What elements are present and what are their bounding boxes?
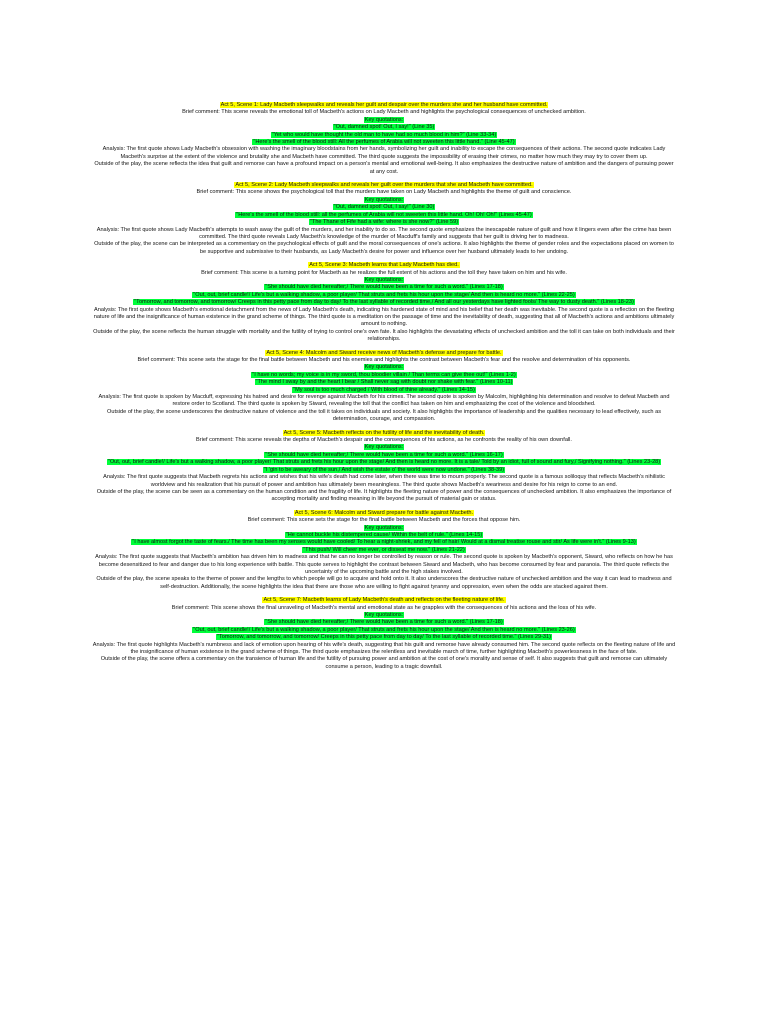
scene-4 [92,350,676,424]
brief-comment: Brief comment: This scene sets the stage for the final battle between Macbeth and his enemies and highlights the contrast between Macbeth's fear and the resolve and determination of his opponents. [137,357,631,363]
outside-play-paragraph: Outside of the play, the scene can be seen as a commentary on the human condition and the fragility of life. It highlights the fleeting nature of power and the consequences of unchecked ambition. It also emphasizes the importance of accepting mortality and finding meaning in life beyond the pursuit of material gain or status. [96,488,672,503]
quotation: "Tomorrow, and tomorrow, and tomorrow/ Creeps in this petty pace from day to day/ To the last syllable of recorded time." (Lines 29-31) [216,634,552,641]
analysis-paragraph: Analysis: The first quote shows Lady Macbeth's attempts to wash away the guilt of the murders, and her inability to do so. The second quote emphasizes the inescapable nature of guilt and how it lingers even after the crime has been committed. The third quote reveals Lady Macbeth's knowledge of the murder of Macduff's family and suggests that her guilt is driving her to madness. [96,226,672,240]
analysis-paragraph: Analysis: The first quote highlights Macbeth's numbness and lack of emotion upon hearing of his wife's death, suggesting that his guilt and remorse have already consumed him. The second quote reflects on the fleeting nature of life and the insignificance of human existence in the grand scheme of things. The third quote emphasizes the relentless and inevitable march of time, further highlighting Macbeth's powerlessness in the face of fate. [92,641,676,656]
quotation: "He cannot buckle his distempered cause/ Within the belt of rule." (Lines 14-15) [285,531,483,538]
analysis-paragraph: Analysis: The first quote suggests that Macbeth regrets his actions and wishes that his wife's death had come later, when there was time to mourn properly. The second quote is a famous soliloquy that reflects Macbeth's nihilistic worldview and his realization that his pursuit of power and ambition has ultimately been meaningless. The third quote shows Macbeth's weariness and desire for his reign to come to an end. [103,474,665,488]
brief-comment: Brief comment: This scene shows the psychological toll that the murders have taken on Lady Macbeth and highlights the theme of guilt and conscience. [196,189,572,196]
key-quotations-label: Key quotations: [364,612,404,618]
scene-2 [92,182,676,256]
outside-play-paragraph: Outside of the play, the scene underscores the destructive nature of violence and the toll it takes on individuals and society. It also highlights the importance of leadership and the qualities necessary to lead effectively, such as determination, courage, and compassion. [106,408,661,423]
quotation: "Yet who would have thought the old man to have had so much blood in him?" (Line 33-34) [271,131,497,138]
scene-3 [92,262,676,343]
key-quotations-label: Key quotations: [364,116,404,123]
scene-heading: Act 5, Scene 6: Malcolm and Siward prepare for battle against Macbeth. [294,509,474,516]
scene-5 [92,430,676,504]
key-quotations-label: Key quotations: [364,276,404,283]
quotation: "My soul is too much charged / With blood of thine already." (Lines 14-15) [293,386,475,393]
brief-comment: Brief comment: This scene sets the stage for the final battle between Macbeth and the forces that oppose him. [247,517,521,524]
key-quotations-label: Key quotations: [364,364,404,371]
scene-heading: Act 5, Scene 5: Macbeth reflects on the futility of life and the inevitability of death. [283,429,485,436]
brief-comment: Brief comment: This scene is a turning point for Macbeth as he realizes the full extent of his actions and the toll they have taken on him and his wife. [201,269,567,276]
quotation: "Out, out, brief candle!/ Life's but a walking shadow, a poor player/ That struts and frets his hour upon the stage/ And then is heard no more." (Lines 23-26) [193,626,575,633]
scene-6 [92,510,676,591]
quotation: "The mind I sway by and the heart I bear / Shall never sag with doubt nor shake with fear." (Lines 10-11) [255,379,513,386]
scene-heading: Act 5, Scene 7: Macbeth learns of Lady Macbeth's death and reflects on the fleeting nature of life. [263,597,505,604]
quotation: "Here's the smell of the blood still: all the perfumes of Arabia will not sweeten this little hand. Oh! Oh! Oh!" (Lines 45-47) [236,211,532,218]
quotation: "She should have died hereafter;/ There would have been a time for such a word." (Lines 16-17) [265,451,503,458]
scene-1 [92,102,676,176]
outside-play-paragraph: Outside of the play, the scene offers a commentary on the transience of human life and the futility of pursuing power and ambition at the cost of one's morality and sense of self. It also suggests that guilt and remorse can ultimately consume a person, leading to a tragic downfall. [100,656,668,670]
brief-comment: Brief comment: This scene shows the final unraveling of Macbeth's mental and emotional state as he grapples with the consequences of his actions and the loss of his wife. [171,604,597,611]
key-quotations-label: Key quotations: [364,524,404,531]
scene-heading: Act 5, Scene 1: Lady Macbeth sleepwalks and reveals her guilt and despair over the murders she and her husband have committed. [220,102,548,108]
quotation: "I 'gin to be aweary of the sun,/ And wish the estate o' the world were now undone." (Lines 38-39) [263,466,505,473]
outside-play-paragraph: Outside of the play, the scene can be interpreted as a commentary on the psychological effects of guilt and the moral consequences of one's actions. It also highlights the theme of gender roles and the expectations placed on women to be supportive and submissive to their husbands, as Lady Macbeth's desire for power and influence over her husband ultimately leads to her undoing. [94,241,674,255]
quotation: "This push/ Will cheer me ever, or disseat me now." (Lines 21-22) [303,546,465,553]
brief-comment: Brief comment: This scene reveals the depths of Macbeth's despair and the consequences of his actions, as he confronts the reality of his own downfall. [196,437,572,444]
outside-play-paragraph: Outside of the play, the scene speaks to the theme of power and the lengths to which people will go to acquire and hold onto it. It also underscores the destructive nature of unchecked ambition and the way it can lead to madness and self-destruction. Additionally, the scene highlights the idea that there are those who are willing to fight against tyranny and oppression, even when the odds are stacked against them. [96,576,672,590]
quotation: "I have no words; my voice is in my sword, thou bloodier villain / Than terms can give thee out!" (Lines 1-2) [252,371,516,378]
scene-heading: Act 5, Scene 4: Malcolm and Siward receive news of Macbeth's defense and prepare for battle. [266,349,502,356]
quotation: "The Thane of Fife had a wife: where is she now?" (Line 59) [309,219,459,226]
quotation: "Tomorrow, and tomorrow, and tomorrow/ Creeps in this petty pace from day to day/ To the last syllable of recorded time,/ And all our yesterdays have lighted fools/ The way to dusty death." (Lines 18-23) [134,299,634,306]
quotation: "Out, damned spot! Out, I say!" (Line 30) [333,204,435,211]
document-body [92,102,676,677]
scene-heading: Act 5, Scene 2: Lady Macbeth sleepwalks and reveals her guilt over the murders that she and Macbeth have committed. [235,182,533,189]
analysis-paragraph: Analysis: The first quote suggests that Macbeth's ambition has driven him to madness and that he can no longer be controlled by reason or rule. The second quote is spoken by Macbeth's opponent, Siward, who reflects on how he has become desensitized to fear and danger due to his long experience with battle. This quote serves to highlight the contrast between Siward and Macbeth, who has become consumed by fear and paranoia. The third quote reflects the uncertainty of the upcoming battle and the high stakes involved. [95,554,673,575]
outside-play-paragraph: Outside of the play, the scene reflects the human struggle with mortality and the futility of trying to control one's own fate. It also highlights the devastating effects of unchecked ambition and the toll it can take on both individuals and their relationships. [93,328,675,343]
quotation: "Here's the smell of the blood still: All the perfumes of Arabia will not sweeten this little hand." (Line 45-47) [253,139,515,146]
quotation: "She should have died hereafter;/ There would have been a time for such a word." (Lines 17-18) [265,284,503,291]
analysis-paragraph: Analysis: The first quote shows Lady Macbeth's obsession with washing the imaginary bloodstains from her hands, symbolizing her guilt and inability to escape the consequences of their actions. The second quote indicates Lady Macbeth's surprise at the extent of the violence and brutality she and Macbeth have committed. The third quote suggests the impossibility of erasing their crimes, no matter how much they may try to cover them up. [102,146,666,160]
outside-play-paragraph: Outside of the play, the scene reflects the idea that guilt and remorse can have a profound impact on a person's mental and emotional well-being. It also emphasizes the destructive nature of ambition and the dangers of pursuing power at any cost. [94,161,674,175]
quotation: "She should have died hereafter;/ There would have been a time for such a word." (Lines 17-18) [265,619,503,626]
quotation: "I have almost forgot the taste of fears./ The time has been my senses would have cooled/ To hear a night-shriek, and my fell of hair/ Would at a dismal treatise rouse and stir/ As life were in't." (Lines 9-13) [132,539,636,546]
analysis-paragraph: Analysis: The first quote is spoken by Macduff, expressing his hatred and desire for revenge against Macbeth for his crimes. The second quote is spoken by Malcolm, highlighting his determination and resolve to defeat Macbeth and restore order to Scotland. The third quote is spoken by Siward, revealing the toll that the conflict has taken on him and emphasizing the cost of the violence and bloodshed. [98,394,670,408]
scene-heading: Act 5, Scene 3: Macbeth learns that Lady Macbeth has died. [309,262,459,269]
brief-comment: Brief comment: This scene reveals the emotional toll of Macbeth's actions on Lady Macbeth and highlights the psychological consequences of unchecked ambition. [182,109,586,116]
scene-7 [92,597,676,671]
quotation: "Out, damned spot! Out, I say!" (Line 35) [333,124,435,131]
analysis-paragraph: Analysis: The first quote shows Macbeth's emotional detachment from the news of Lady Macbeth's death, indicating his hardened state of mind and his belief that her death was inevitable. The second quote is a reflection on the fleeting nature of life and the insignificance of human existence in the grand scheme of things. The third quote is a meditation on the passage of time and the inevitability of death, suggesting that all of Macbeth's actions and ambitions ultimately amount to nothing. [93,306,675,328]
quotation: "Out, out, brief candle!/ Life's but a walking shadow, a poor player/ That struts and frets his hour upon the stage/ And then is heard no more." (Lines 22-25) [193,291,575,298]
quotation: "Out, out, brief candle!/ Life's but a walking shadow, a poor player/ That struts and frets his hour upon the stage/ And then is heard no more. It is a tale/ Told by an idiot, full of sound and fury,/ Signifying nothing." (Lines 23-28) [107,459,661,466]
key-quotations-label: Key quotations: [364,444,404,451]
key-quotations-label: Key quotations: [364,196,404,203]
